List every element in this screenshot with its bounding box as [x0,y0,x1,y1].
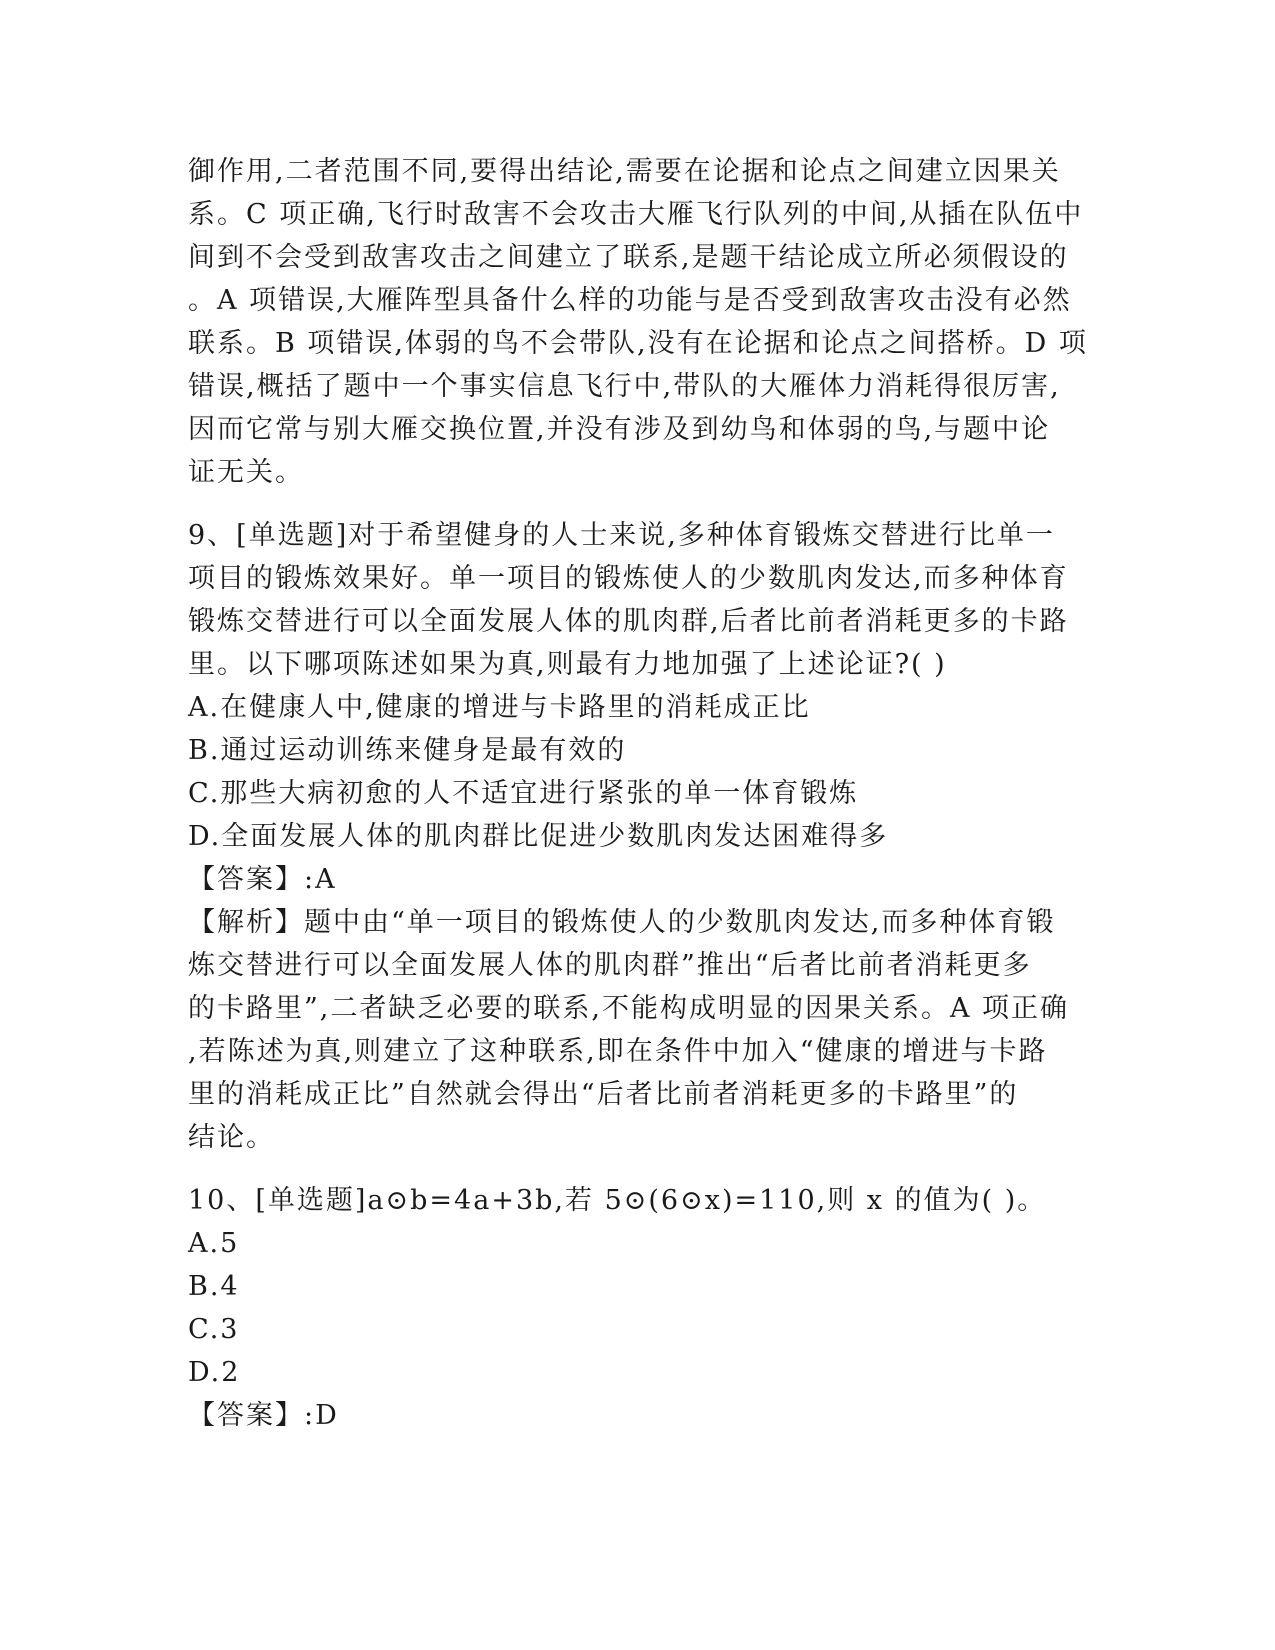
answer-line: 【答案】:D [188,1400,339,1431]
option-d: D.2 [188,1357,241,1388]
question-stem-line: 锻炼交替进行可以全面发展人体的肌肉群,后者比前者消耗更多的卡路 [188,606,1069,637]
analysis-line: 炼交替进行可以全面发展人体的肌肉群”推出“后者比前者消耗更多 [188,950,1032,981]
question-stem-line: 项目的锻炼效果好。单一项目的锻炼使人的少数肌肉发达,而多种体育 [188,563,1069,594]
question-10 [188,1179,1088,1437]
option-a: A.5 [188,1228,240,1259]
question-9 [188,514,1088,1159]
analysis-line: 的卡路里”,二者缺乏必要的联系,不能构成明显的因果关系。A 项正确 [188,993,1070,1024]
text-line: 系。C 项正确,飞行时敌害不会攻击大雁飞行队列的中间,从插在队伍中 [188,199,1084,230]
document-page [188,150,1088,1437]
analysis-line: ,若陈述为真,则建立了这种联系,即在条件中加入“健康的增进与卡路 [188,1036,1048,1067]
option-c: C.3 [188,1314,240,1345]
text-line: 联系。B 项错误,体弱的鸟不会带队,没有在论据和论点之间搭桥。D 项 [188,328,1088,359]
text-line: 错误,概括了题中一个事实信息飞行中,带队的大雁体力消耗得很厉害, [188,371,1061,402]
text-line: 。A 项错误,大雁阵型具备什么样的功能与是否受到敌害攻击没有必然 [188,285,1072,316]
answer-line: 【答案】:A [188,864,337,895]
spacer [188,494,1088,514]
previous-analysis [188,150,1088,494]
question-stem-line: 10、[单选题]a⊙b=4a+3b,若 5⊙(6⊙x)=110,则 x 的值为( )。 [188,1185,1047,1216]
question-stem-line: 9、[单选题]对于希望健身的人士来说,多种体育锻炼交替进行比单一 [188,520,1055,551]
spacer [188,1159,1088,1179]
analysis-line: 结论。 [188,1122,275,1153]
option-b: B.4 [188,1271,240,1302]
text-line: 因而它常与别大雁交换位置,并没有涉及到幼鸟和体弱的鸟,与题中论 [188,414,1051,445]
option-a: A.在健康人中,健康的增进与卡路里的消耗成正比 [188,692,811,723]
option-d: D.全面发展人体的肌肉群比促进少数肌肉发达困难得多 [188,821,889,852]
option-b: B.通过运动训练来健身是最有效的 [188,735,627,766]
question-stem-line: 里。以下哪项陈述如果为真,则最有力地加强了上述论证?( ) [188,649,947,680]
text-line: 御作用,二者范围不同,要得出结论,需要在论据和论点之间建立因果关 [188,156,1061,187]
option-c: C.那些大病初愈的人不适宜进行紧张的单一体育锻炼 [188,778,859,809]
analysis-line: 里的消耗成正比”自然就会得出“后者比前者消耗更多的卡路里”的 [188,1079,1019,1110]
text-line: 间到不会受到敌害攻击之间建立了联系,是题干结论成立所必须假设的 [188,242,1069,273]
text-line: 证无关。 [188,457,304,488]
analysis-line: 【解析】题中由“单一项目的锻炼使人的少数肌肉发达,而多种体育锻 [188,907,1056,938]
